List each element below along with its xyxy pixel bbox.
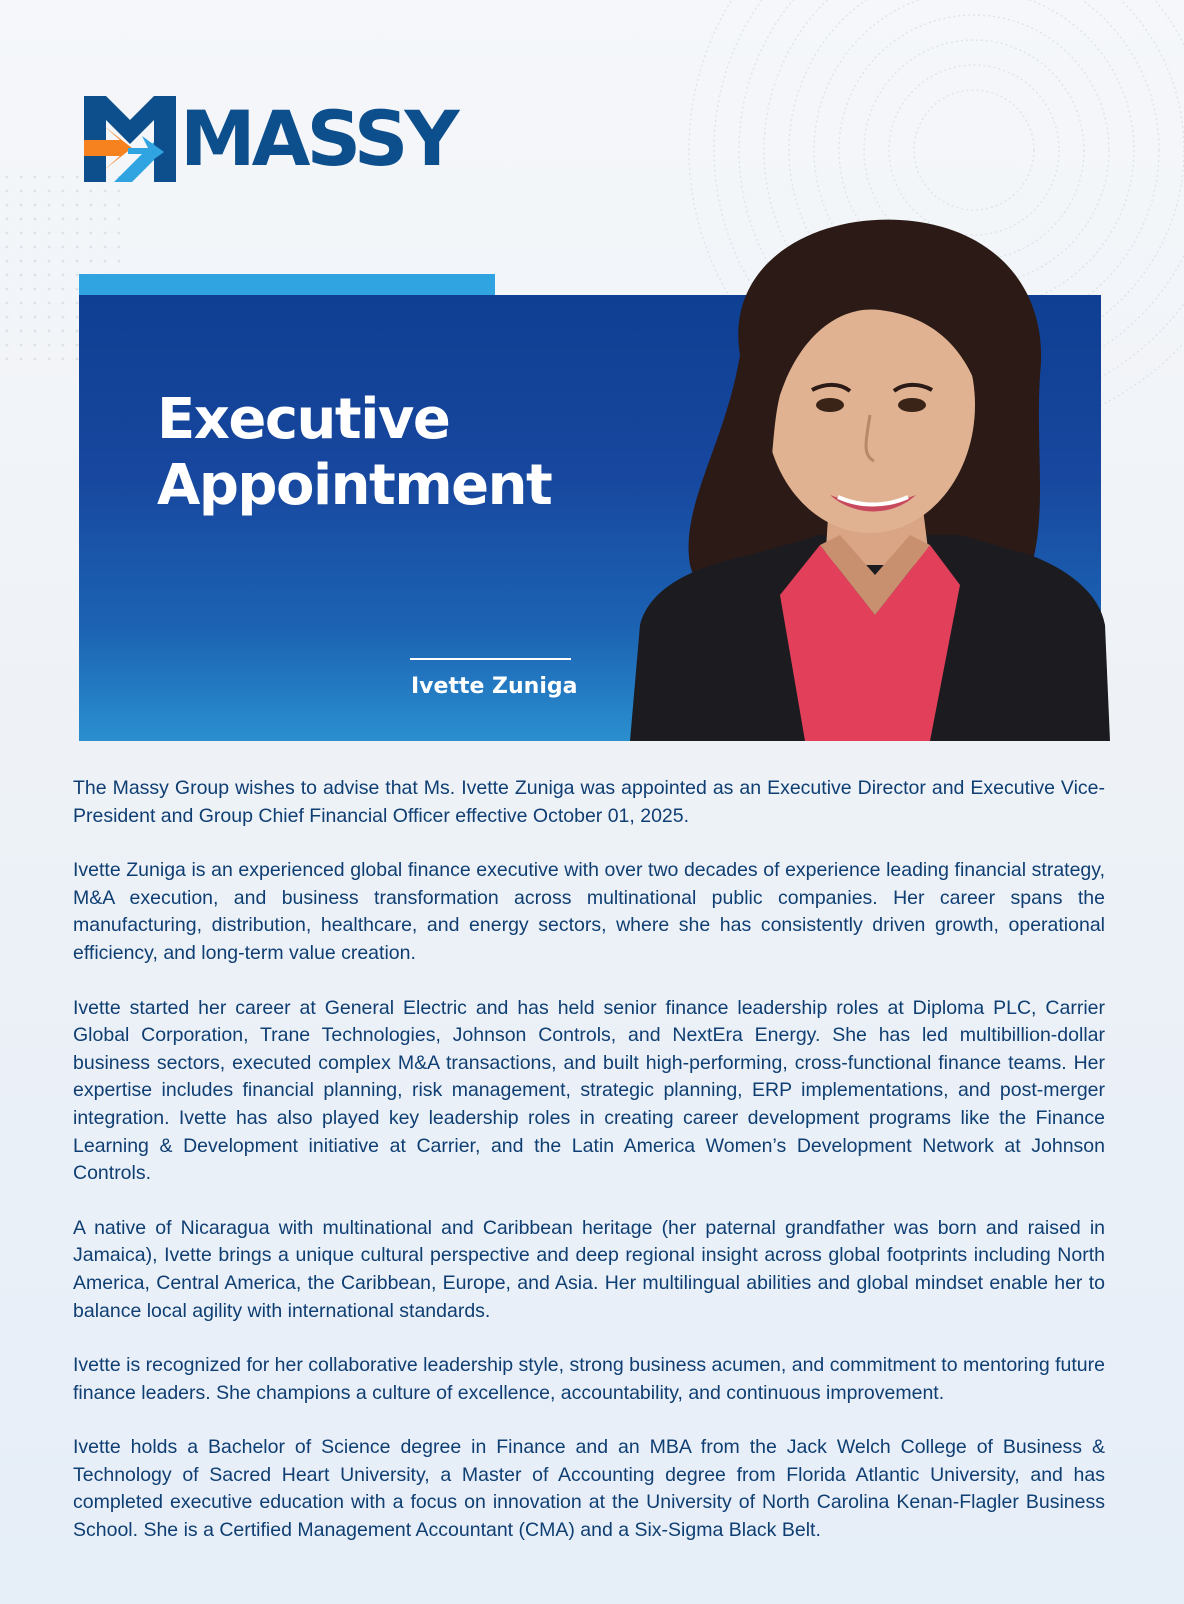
title-line-2: Appointment [157,453,552,518]
massy-wordmark: MASSY [180,94,456,183]
massy-m-logo-icon [84,96,176,182]
hero-accent-bar [79,274,495,296]
paragraph-announcement: The Massy Group wishes to advise that Ms. Ivette Zuniga was appointed as an Executive Director and Executive Vice-President and Group Chief Financial Officer effective October 01, 2025. [73,777,1105,827]
paragraph-career: Ivette started her career at General Electric and has held senior finance leadership roles at Diploma PLC, Carrier Global Corporation, Trane Technologies, Johnson Controls, and NextEra Energy. She has led multibillion-dollar business sectors, executed complex M&A transactions, and built high-performing, cross-functional finance teams. Her expertise includes financial planning, risk management, strategic planning, ERP implementations, and post-merger integration. Ivette has also played key leadership roles in creating career development programs like the Finance Learning & Development initiative at Carrier, and the Latin America Women’s Development Network at Johnson Controls. [73,996,1105,1185]
massy-logo [84,96,456,182]
appointee-name: Ivette Zuniga [411,674,578,699]
paragraph-leadership: Ivette is recognized for her collaborative leadership style, strong business acumen, and commitment to mentoring future finance leaders. She champions a culture of excellence, accountability, and continuous improvement. [73,1354,1105,1404]
paragraph-education: Ivette holds a Bachelor of Science degree in Finance and an MBA from the Jack Welch College of Business & Technology of Sacred Heart University, a Master of Accounting degree from Florida Atlantic University, and has completed executive education with a focus on innovation at the University of North Carolina Kenan-Flagler Business School. She is a Certified Management Accountant (CMA) and a Six-Sigma Black Belt. [73,1436,1105,1542]
executive-portrait [630,205,1110,741]
paragraph-heritage: A native of Nicaragua with multinational and Caribbean heritage (her paternal grandfather was born and raised in Jamaica), Ivette brings a unique cultural perspective and deep regional insight across global footprints including North America, Central America, the Caribbean, Europe, and Asia. Her multilingual abilities and global mindset enable her to balance local agility with international standards. [73,1216,1105,1322]
name-divider [410,658,571,660]
paragraph-overview: Ivette Zuniga is an experienced global finance executive with over two decades of experience leading financial strategy, M&A execution, and business transformation across multinational public companies. Her career spans the manufacturing, distribution, healthcare, and energy sectors, where she has consistently driven growth, operational efficiency, and long-term value creation. [73,859,1105,964]
page-title [157,387,551,519]
article-body [73,775,1105,1572]
title-line-1: Executive [157,387,450,452]
